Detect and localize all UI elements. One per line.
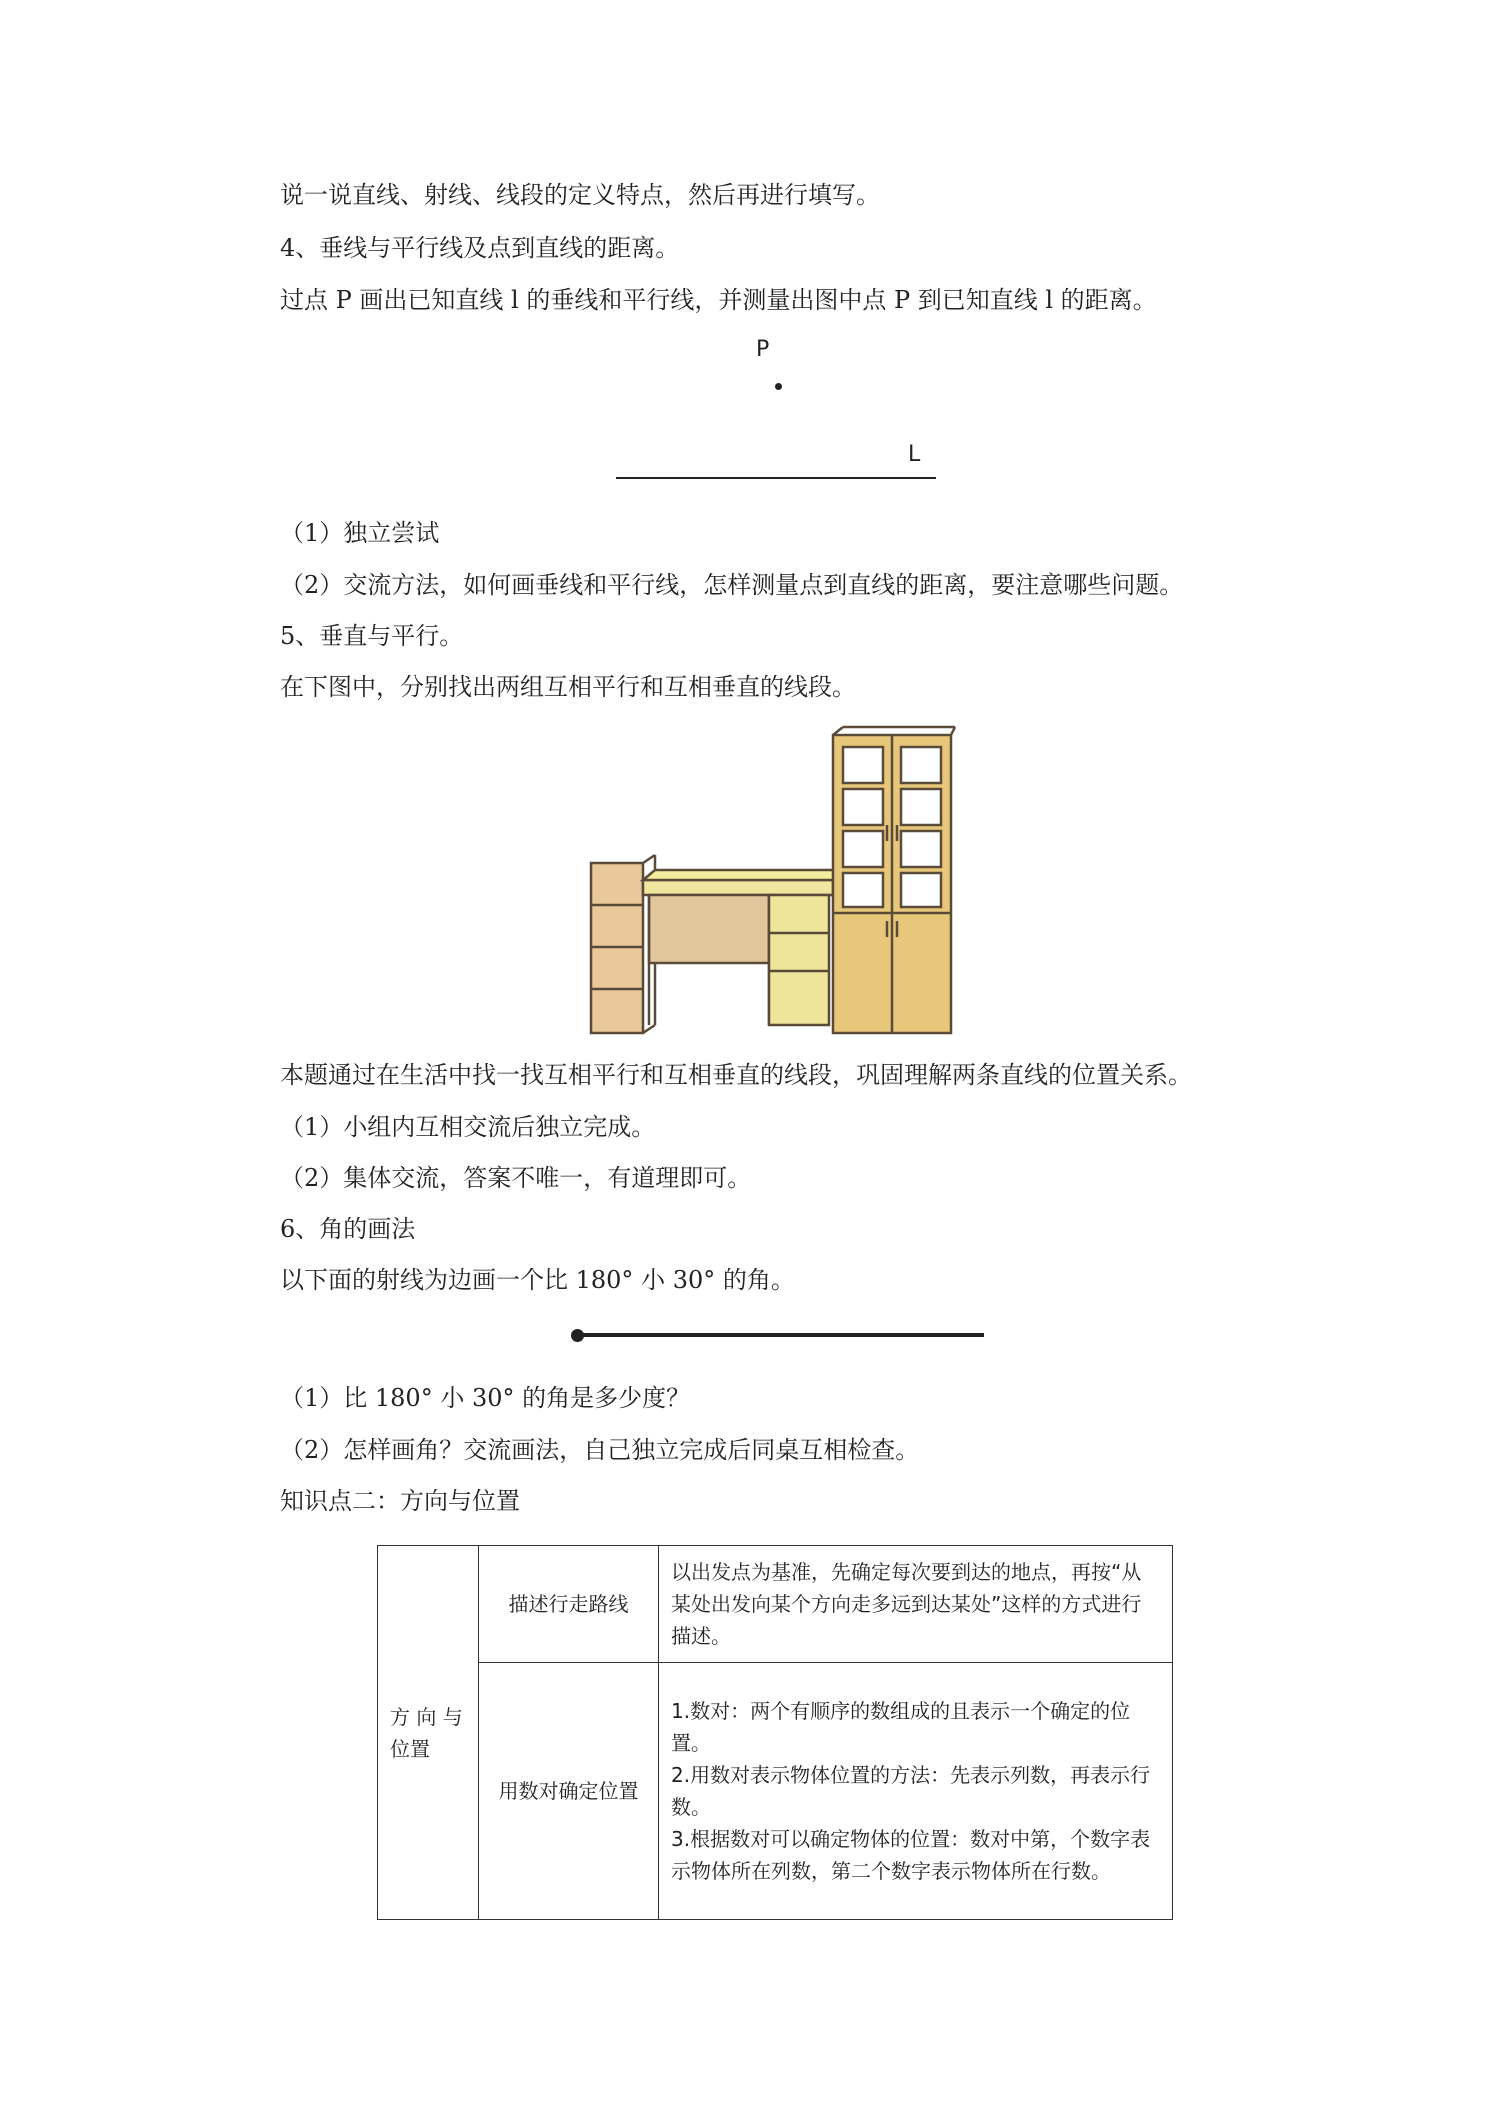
furniture-illustration: [585, 725, 965, 1040]
table-category-cell: 方 向 与 位置: [378, 1546, 479, 1920]
table-content-line: 1.数对：两个有顺序的数组成的且表示一个确定的位置。: [671, 1699, 1131, 1755]
point-label-p: P: [756, 337, 770, 362]
text-draw-instruction: 过点 P 画出已知直线 l 的垂线和平行线，并测量出图中点 P 到已知直线 l 的距离。: [280, 286, 1157, 314]
text-find-segments: 在下图中，分别找出两组互相平行和互相垂直的线段。: [280, 673, 856, 701]
table-row: [378, 1663, 1173, 1920]
desk-top: [643, 880, 833, 895]
table-row-content: [659, 1663, 1173, 1920]
line-label-l: L: [908, 442, 921, 467]
line-l: [616, 477, 936, 479]
heading-knowledge-point-2: 知识点二：方向与位置: [280, 1487, 520, 1515]
table-content-line: 以出发点为基准，先确定每次要到达的地点，再按“从某处出发向某个方向走多远到达某处”这样的方式进行描述。: [671, 1560, 1142, 1648]
table-row-name: 用数对确定位置: [479, 1663, 659, 1920]
heading-perpendicular-parallel: 4、垂线与平行线及点到直线的距离。: [280, 234, 680, 262]
table-content-line: 2.用数对表示物体位置的方法：先表示列数，再表示行数。: [671, 1763, 1151, 1819]
desk-drawers: [769, 895, 829, 1025]
text-angle-task: 以下面的射线为边画一个比 180° 小 30° 的角。: [280, 1266, 795, 1294]
text-angle-q1: （1）比 180° 小 30° 的角是多少度？: [280, 1384, 691, 1412]
table-row-name: 描述行走路线: [479, 1546, 659, 1663]
text-definition-prompt: 说一说直线、射线、线段的定义特点，然后再进行填写。: [280, 181, 880, 209]
text-step-2: （2）交流方法，如何画垂线和平行线，怎样测量点到直线的距离，要注意哪些问题。: [280, 571, 1184, 599]
text-group-step-2: （2）集体交流，答案不唯一，有道理即可。: [280, 1164, 752, 1192]
heading-vertical-parallel: 5、垂直与平行。: [280, 622, 464, 650]
point-p-dot: [775, 383, 782, 390]
heading-angle-drawing: 6、角的画法: [280, 1215, 416, 1243]
text-angle-q2: （2）怎样画角？交流画法，自己独立完成后同桌互相检查。: [280, 1436, 920, 1464]
text-step-1: （1）独立尝试: [280, 519, 440, 547]
text-group-step-1: （1）小组内互相交流后独立完成。: [280, 1113, 656, 1141]
table-content-line: 3.根据数对可以确定物体的位置：数对中第，个数字表示物体所在列数，第二个数字表示物体所在行数。: [671, 1827, 1151, 1883]
ray-line: [578, 1333, 984, 1337]
table-row: [378, 1546, 1173, 1663]
table-row-content: [659, 1546, 1173, 1663]
direction-position-table: [377, 1545, 1173, 1920]
text-purpose: 本题通过在生活中找一找互相平行和互相垂直的线段，巩固理解两条直线的位置关系。: [280, 1061, 1192, 1089]
